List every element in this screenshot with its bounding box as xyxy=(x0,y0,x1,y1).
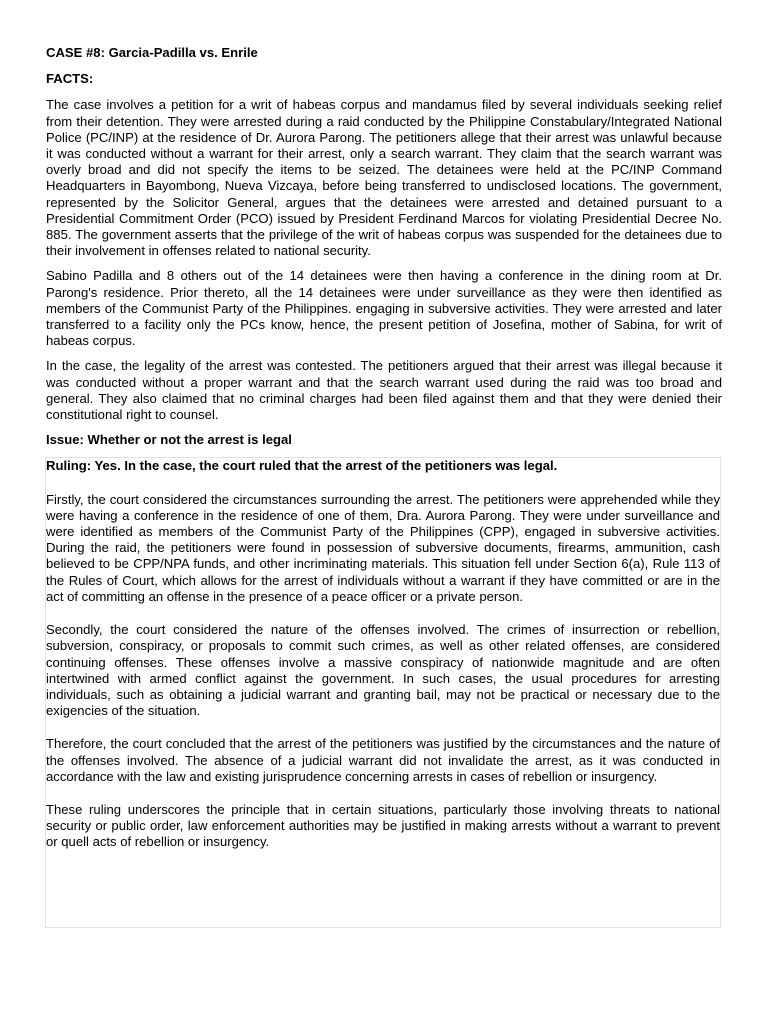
ruling-paragraph-1: Firstly, the court considered the circumstances surrounding the arrest. The petitioners were apprehended while they were having a conference in the residence of one of them, Dra. Aurora Parong. They were under surveillance and were identified as members of the Communist Party of the Philippines (CPP), engaged in subversive activities. During the raid, the petitioners were found in possession of subversive documents, firearms, ammunition, cash believed to be CPP/NPA funds, and other incriminating materials. This situation fell under Section 6(a), Rule 113 of the Rules of Court, which allows for the arrest of individuals without a warrant if they have committed or are in the act of committing an offense in the presence of a peace officer or a private person. xyxy=(46,491,720,604)
facts-paragraph-3: In the case, the legality of the arrest was contested. The petitioners argued that their arrest was illegal because it was conducted without a proper warrant and that the search warrant used during the raid was too broad and general. They also claimed that no criminal charges had been filed against them and that they were denied their constitutional right to counsel. xyxy=(46,358,722,423)
ruling-paragraph-2: Secondly, the court considered the nature of the offenses involved. The crimes of insurrection or rebellion, subversion, conspiracy, or proposals to commit such crimes, as well as other related offenses, are considered continuing offenses. These offenses involve a massive conspiracy of nationwide magnitude and are often intertwined with armed conflict against the government. In such cases, the usual procedures for arresting individuals, such as obtaining a judicial warrant and granting bail, may not be practical or necessary due to the exigencies of the situation. xyxy=(46,622,720,719)
issue-heading: Issue: Whether or not the arrest is legal xyxy=(46,432,292,448)
ruling-heading: Ruling: Yes. In the case, the court ruled that the arrest of the petitioners was legal. xyxy=(46,458,558,474)
ruling-section xyxy=(45,457,721,928)
ruling-paragraph-4: These ruling underscores the principle that in certain situations, particularly those involving threats to national security or public order, law enforcement authorities may be justified in making arrests without a warrant to prevent or quell acts of rebellion or insurgency. xyxy=(46,801,720,850)
facts-heading: FACTS: xyxy=(46,71,94,87)
document-page xyxy=(46,45,722,928)
facts-paragraph-2: Sabino Padilla and 8 others out of the 14 detainees were then having a conference in the dining room at Dr. Parong's residence. Prior thereto, all the 14 detainees were under surveillance as they were then identified as members of the Communist Party of the Philippines. engaging in subversive activities. They were arrested and later transferred to a facility only the PCs know, hence, the present petition of Josefina, mother of Sabina, for writ of habeas corpus. xyxy=(46,268,722,349)
ruling-paragraph-3: Therefore, the court concluded that the arrest of the petitioners was justified by the circumstances and the nature of the offenses involved. The absence of a judicial warrant did not invalidate the arrest, as it was conducted in accordance with the law and existing jurisprudence concerning arrests in cases of rebellion or insurgency. xyxy=(46,736,720,784)
case-title: CASE #8: Garcia-Padilla vs. Enrile xyxy=(46,45,258,60)
facts-paragraph-1: The case involves a petition for a writ of habeas corpus and mandamus filed by several individuals seeking relief from their detention. They were arrested during a raid conducted by the Philippine Constabulary/Integrated National Police (PC/INP) at the residence of Dr. Aurora Parong. The petitioners allege that their arrest was unlawful because it was conducted without a warrant for their arrest, only a search warrant. They claim that the search warrant was overly broad and did not specify the items to be seized. The detainees were held at the PC/INP Command Headquarters in Bayombong, Nueva Vizcaya, before being transferred to undisclosed locations. The government, represented by the Solicitor General, argues that the detainees were arrested and detained pursuant to a Presidential Commitment Order (PCO) issued by President Ferdinand Marcos for violating Presidential Decree No. 885. The government asserts that the privilege of the writ of habeas corpus was suspended for the detainees due to their involvement in offenses related to national security. xyxy=(46,97,722,259)
